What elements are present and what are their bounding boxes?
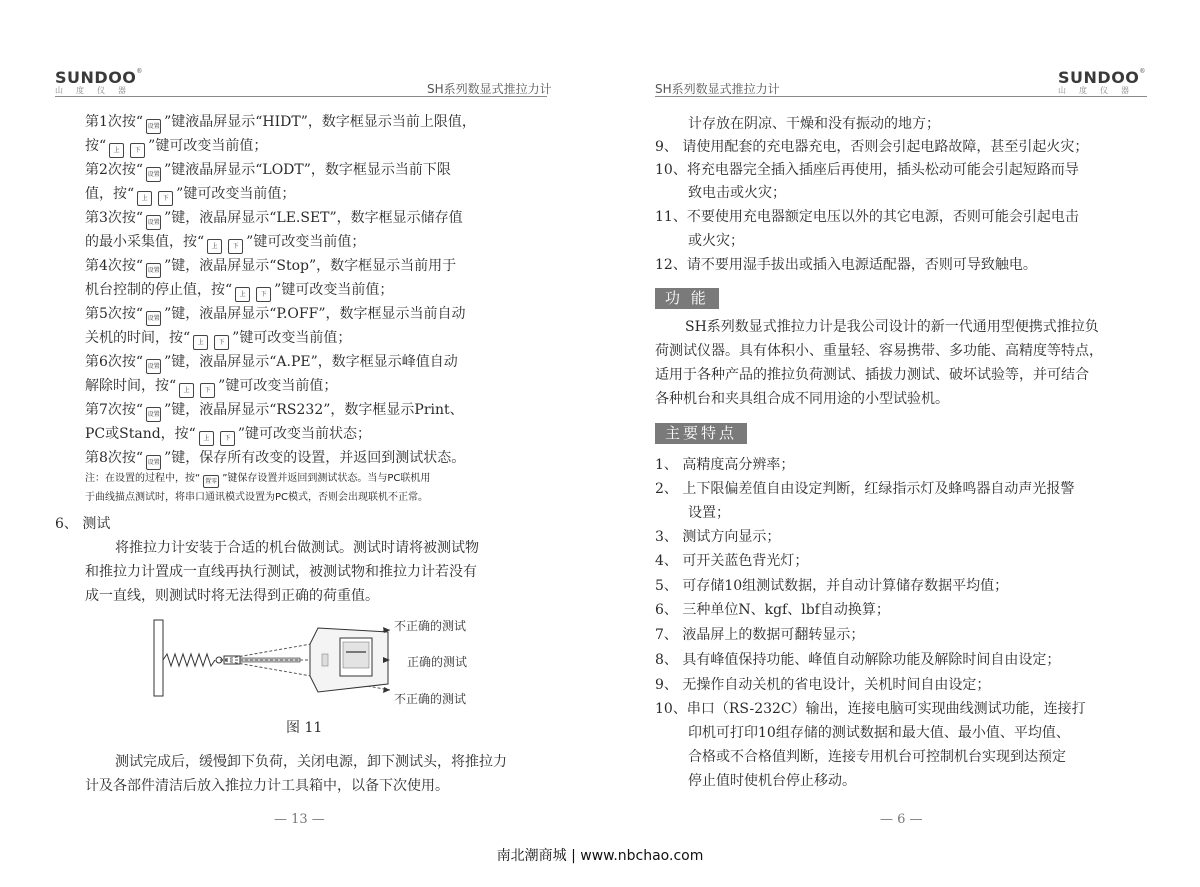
feature-item: 停止值时使机台停止移动。 [688, 773, 856, 789]
header-title: SH系列数显式推拉力计 [655, 82, 780, 96]
step-line-cont: 关机的时间，按“ 上 下 ”键可改变当前值； [85, 329, 351, 350]
figure-11-diagram [150, 612, 390, 704]
zero-key-icon: 置零 [203, 475, 219, 488]
paragraph-line: 各种机台和夹具组合成不同用途的小型试验机。 [655, 391, 949, 407]
step-line-cont: 值，按“ 上 下 ”键可改变当前值； [85, 185, 295, 206]
step-line-cont: 按“ 上 下 ”键可改变当前值； [85, 137, 267, 158]
section-title-features: 主要特点 [655, 423, 747, 444]
brand-sub: 山度仪器 [55, 86, 139, 95]
header-rule [655, 96, 1147, 97]
feature-item: 4、 可开关蓝色背光灯； [655, 553, 809, 569]
brand-sub: 山度仪器 [1058, 86, 1142, 95]
set-key-icon: 设置 [146, 359, 161, 374]
safety-line: 致电击或火灾； [688, 185, 786, 201]
right-page [600, 0, 1200, 840]
paragraph-line: 计及各部件清洁后放入推拉力计工具箱中，以备下次使用。 [85, 778, 449, 794]
set-key-icon: 设置 [146, 167, 161, 182]
set-key-icon: 设置 [146, 215, 161, 230]
page-number: — 6 — [880, 812, 923, 827]
step-line: 第4次按“ 设置 ”键，液晶屏显示“Stop”，数字框显示当前用于 [85, 257, 456, 278]
step-line: 第2次按“ 设置 ”键液晶屏显示“LODT”，数字框显示当前下限 [85, 161, 451, 182]
section-title-function: 功 能 [655, 288, 719, 309]
step-line: 第6次按“ 设置 ”键，液晶屏显示“A.PE”，数字框显示峰值自动 [85, 353, 458, 374]
up-key-icon: 上 [193, 335, 208, 350]
safety-line: 计存放在阴凉、干燥和没有振动的地方； [688, 116, 940, 132]
paragraph-line: 成一直线，则测试时将无法得到正确的荷重值。 [85, 588, 379, 604]
up-key-icon: 上 [179, 383, 194, 398]
up-key-icon: 上 [235, 287, 250, 302]
down-key-icon: 下 [214, 335, 229, 350]
safety-line: 12、请不要用湿手拔出或插入电源适配器，否则可导致触电。 [655, 257, 1037, 273]
down-key-icon: 下 [158, 191, 173, 206]
down-key-icon: 下 [200, 383, 215, 398]
step-line-cont: 机台控制的停止值，按“ 上 下 ”键可改变当前值； [85, 281, 393, 302]
brand-name: SUNDOO [1058, 68, 1140, 87]
up-key-icon: 上 [109, 143, 124, 158]
paragraph-line: 和推拉力计置成一直线再执行测试，被测试物和推拉力计若没有 [85, 564, 477, 580]
paragraph-line: 测试完成后，缓慢卸下负荷，关闭电源，卸下测试头，将推拉力 [115, 754, 507, 770]
step-line: 第8次按“ 设置 ”键，保存所有改变的设置，并返回到测试状态。 [85, 449, 465, 470]
brand-mark: ® [1139, 68, 1146, 75]
note-line: 于曲线描点测试时，将串口通讯模式设置为PC模式，否则会出现联机不正常。 [85, 492, 429, 503]
feature-item: 印机可打印10组存储的测试数据和最大值、最小值、平均值、 [688, 725, 1070, 741]
feature-item: 设置； [688, 505, 730, 521]
feature-item: 合格或不合格值判断，连接专用机台可控制机台实现到达预定 [688, 749, 1066, 765]
step-line-cont: PC或Stand，按“ 上 下 ”键可改变当前状态； [85, 425, 371, 446]
down-key-icon: 下 [130, 143, 145, 158]
figure-label-incorrect: 不正确的测试 [394, 692, 467, 706]
figure-label-incorrect: 不正确的测试 [394, 619, 467, 633]
brand-logo [1058, 68, 1158, 96]
set-key-icon: 设置 [146, 119, 161, 134]
step-line: 第5次按“ 设置 ”键，液晶屏显示“P.OFF”，数字框显示当前自动 [85, 305, 466, 326]
paragraph-line: 荷测试仪器。具有体积小、重量轻、容易携带、多功能、高精度等特点， [655, 343, 1103, 359]
feature-item: 6、 三种单位N、kgf、lbf自动换算； [655, 602, 890, 618]
step-line: 第1次按“ 设置 ”键液晶屏显示“HIDT”，数字框显示当前上限值， [85, 113, 476, 134]
safety-line: 或火灾； [688, 233, 744, 249]
feature-item: 10、串口（RS-232C）输出，连接电脑可实现曲线测试功能，连接打 [655, 701, 1086, 717]
feature-item: 8、 具有峰值保持功能、峰值自动解除功能及解除时间自由设定； [655, 652, 1061, 668]
brand-mark: ® [136, 68, 143, 75]
up-key-icon: 上 [137, 191, 152, 206]
feature-item: 2、 上下限偏差值自由设定判断，红绿指示灯及蜂鸣器自动声光报警 [655, 481, 1075, 497]
feature-item: 1、 高精度高分辨率； [655, 457, 795, 473]
paragraph-line: 将推拉力计安装于合适的机台做测试。测试时请将被测试物 [115, 540, 479, 556]
up-key-icon: 上 [199, 431, 214, 446]
figure-caption: 图 11 [286, 720, 323, 736]
feature-item: 3、 测试方向显示； [655, 529, 781, 545]
paragraph-line: 适用于各种产品的推拉负荷测试、插拔力测试、破坏试验等，并可结合 [655, 367, 1089, 383]
safety-line: 9、 请使用配套的充电器充电，否则会引起电路故障，甚至引起火灾； [655, 139, 1089, 155]
step-line: 第7次按“ 设置 ”键，液晶屏显示“RS232”，数字框显示Print、 [85, 401, 464, 422]
page-number: — 13 — [274, 812, 325, 827]
set-key-icon: 设置 [146, 311, 161, 326]
feature-item: 5、 可存储10组测试数据，并自动计算储存数据平均值； [655, 578, 1009, 594]
note-line: 注：在设置的过程中，按“ 置零 ”键保存设置并返回到测试状态。当与PC联机用 [85, 472, 430, 488]
footer-site-link[interactable]: 南北潮商城 | www.nbchao.com [496, 848, 704, 864]
header-title: SH系列数显式推拉力计 [427, 82, 552, 96]
feature-item: 7、 液晶屏上的数据可翻转显示； [655, 627, 865, 643]
down-key-icon: 下 [256, 287, 271, 302]
step-line-cont: 的最小采集值，按“ 上 下 ”键可改变当前值； [85, 233, 365, 254]
brand-logo [55, 68, 155, 96]
paragraph-line: SH系列数显式推拉力计是我公司设计的新一代通用型便携式推拉负 [685, 319, 1099, 335]
set-key-icon: 设置 [146, 455, 161, 470]
safety-line: 11、不要使用充电器额定电压以外的其它电源，否则可能会引起电击 [655, 209, 1079, 225]
safety-line: 10、将充电器完全插入插座后再使用，插头松动可能会引起短路而导 [655, 162, 1079, 178]
set-key-icon: 设置 [146, 263, 161, 278]
left-page [0, 0, 600, 840]
brand-name: SUNDOO [55, 68, 137, 87]
up-key-icon: 上 [207, 239, 222, 254]
feature-item: 9、 无操作自动关机的省电设计，关机时间自由设定； [655, 677, 991, 693]
section-heading: 6、 测试 [55, 516, 111, 532]
step-line: 第3次按“ 设置 ”键，液晶屏显示“LE.SET”，数字框显示储存值 [85, 209, 463, 230]
set-key-icon: 设置 [146, 407, 161, 422]
down-key-icon: 下 [220, 431, 235, 446]
down-key-icon: 下 [228, 239, 243, 254]
header-rule [55, 96, 547, 97]
figure-label-correct: 正确的测试 [407, 655, 468, 669]
spring-icon [163, 654, 215, 666]
step-line-cont: 解除时间，按“ 上 下 ”键可改变当前值； [85, 377, 337, 398]
